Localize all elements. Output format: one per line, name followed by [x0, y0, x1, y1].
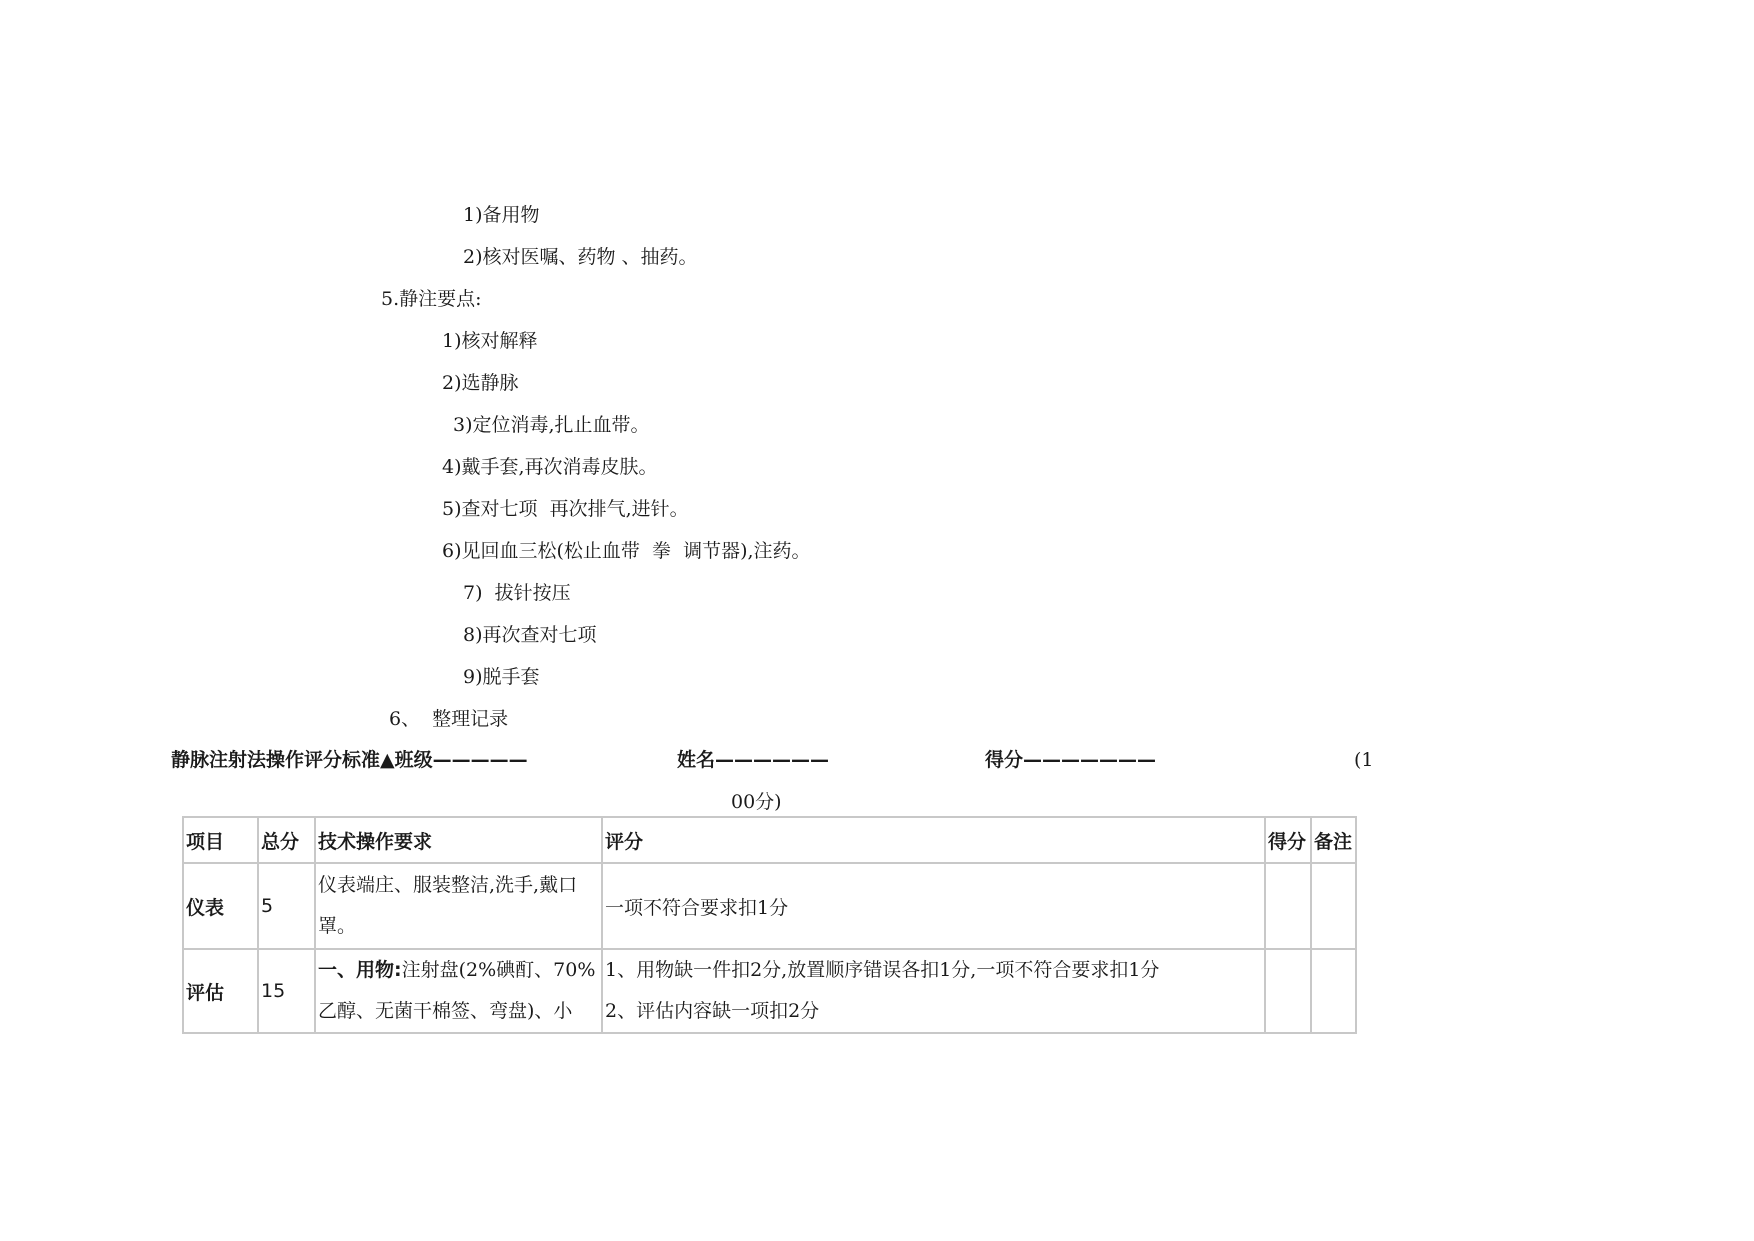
row-scoring: 一项不符合要求扣1分 — [602, 863, 1265, 949]
step-line: 1)备用物 — [463, 204, 540, 226]
step-line: 2)选静脉 — [442, 372, 519, 394]
score-field-label: 得分——————— — [985, 749, 1157, 771]
row-item: 仪表 — [183, 863, 258, 949]
scoring-rule: 2、评估内容缺一项扣2分 — [605, 1000, 820, 1022]
header-scoring: 评分 — [602, 817, 1265, 863]
table-row — [183, 949, 1356, 1033]
step-line: 2)核对医嘱、药物 、抽药。 — [463, 246, 698, 268]
row-requirement: 仪表端庄、服装整洁,洗手,戴口罩。 — [315, 863, 602, 949]
header-remark: 备注 — [1311, 817, 1356, 863]
total-points-suffix: 00分) — [731, 791, 782, 813]
row-scoring — [602, 949, 1265, 1033]
row-score-cell[interactable] — [1265, 949, 1311, 1033]
section-heading: 6、 整理记录 — [389, 708, 509, 730]
header-requirement: 技术操作要求 — [315, 817, 602, 863]
step-line: 1)核对解释 — [442, 330, 538, 352]
row-total: 15 — [258, 949, 315, 1033]
step-line: 6)见回血三松(松止血带 拳 调节器),注药。 — [442, 540, 811, 562]
step-line: 4)戴手套,再次消毒皮肤。 — [442, 456, 658, 478]
row-requirement — [315, 949, 602, 1033]
total-points-prefix: (1 — [1354, 749, 1374, 771]
table-row — [183, 863, 1356, 949]
section-heading: 5.静注要点: — [381, 288, 482, 310]
row-score-cell[interactable] — [1265, 863, 1311, 949]
step-line: 8)再次查对七项 — [463, 624, 597, 646]
row-total: 5 — [258, 863, 315, 949]
header-score: 得分 — [1265, 817, 1311, 863]
step-line: 5)查对七项 再次排气,进针。 — [442, 498, 689, 520]
table-header-row — [183, 817, 1356, 863]
step-line: 3)定位消毒,扎止血带。 — [453, 414, 650, 436]
requirement-text: 注射盘(2%碘酊、70%乙醇、无菌干棉签、弯盘)、小 — [318, 959, 596, 1022]
requirement-bold-label: 一、用物: — [318, 959, 402, 981]
row-item: 评估 — [183, 949, 258, 1033]
header-total: 总分 — [258, 817, 315, 863]
row-remark-cell[interactable] — [1311, 863, 1356, 949]
step-line: 7) 拔针按压 — [463, 582, 571, 604]
name-field-label: 姓名—————— — [677, 749, 830, 771]
scoring-table — [182, 816, 1357, 1034]
form-title: 静脉注射法操作评分标准▲班级————— — [171, 749, 528, 771]
step-line: 9)脱手套 — [463, 666, 540, 688]
row-remark-cell[interactable] — [1311, 949, 1356, 1033]
header-item: 项目 — [183, 817, 258, 863]
scoring-rule: 1、用物缺一件扣2分,放置顺序错误各扣1分,一项不符合要求扣1分 — [605, 959, 1160, 981]
